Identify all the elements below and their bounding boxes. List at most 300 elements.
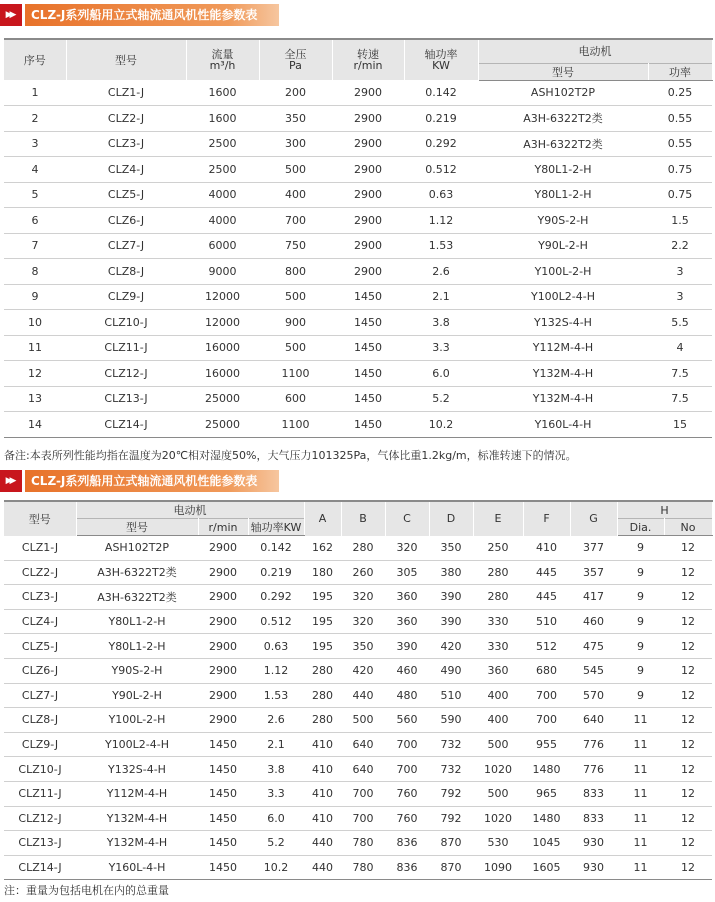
table-cell: 1090: [473, 855, 523, 880]
section2-banner: [0, 470, 279, 492]
table-cell: 13: [4, 386, 66, 412]
double-chevron-right-icon: ▶▶: [0, 4, 22, 26]
table-cell: 732: [429, 732, 473, 757]
table-cell: Y100L2-4-H: [76, 732, 198, 757]
header-motor: 电动机: [478, 39, 712, 63]
table-cell: 280: [473, 560, 523, 585]
table-cell: 2900: [198, 585, 248, 610]
table-row: [4, 609, 712, 634]
table-cell: 420: [341, 658, 385, 683]
table-cell: 780: [341, 831, 385, 856]
table-cell: CLZ13-J: [4, 831, 76, 856]
table-cell: 1450: [198, 757, 248, 782]
table-cell: 2: [4, 106, 66, 132]
table-cell: 2.6: [248, 708, 304, 733]
table-cell: 280: [341, 536, 385, 561]
table-cell: CLZ6-J: [66, 208, 186, 234]
table-cell: 500: [341, 708, 385, 733]
table-cell: 500: [259, 157, 332, 183]
table-cell: 776: [570, 732, 617, 757]
table-cell: 280: [473, 585, 523, 610]
table-row: [4, 634, 712, 659]
table-cell: CLZ1-J: [4, 536, 76, 561]
header-a: A: [304, 501, 341, 536]
table-cell: A3H-6322T2类: [478, 131, 648, 157]
table-cell: Y80L1-2-H: [478, 182, 648, 208]
table-cell: 9: [4, 284, 66, 310]
table-cell: Y80L1-2-H: [76, 634, 198, 659]
header-h: H: [617, 501, 712, 519]
table-cell: Y132M-4-H: [478, 386, 648, 412]
table-cell: 280: [304, 658, 341, 683]
header-model: 型号: [66, 39, 186, 80]
table-cell: 750: [259, 233, 332, 259]
table-row: [4, 182, 712, 208]
table-cell: 400: [473, 708, 523, 733]
header-e: E: [473, 501, 523, 536]
table-cell: 3: [648, 259, 712, 285]
table-cell: 330: [473, 609, 523, 634]
table-cell: 640: [570, 708, 617, 733]
table-cell: CLZ3-J: [4, 585, 76, 610]
table-cell: CLZ7-J: [4, 683, 76, 708]
table-cell: 2900: [198, 609, 248, 634]
table-cell: 4000: [186, 182, 259, 208]
table-row: [4, 806, 712, 831]
table-cell: 1: [4, 80, 66, 106]
table-cell: 195: [304, 609, 341, 634]
header-h-dia: Dia.: [617, 519, 664, 536]
table-cell: CLZ14-J: [4, 855, 76, 880]
table-cell: 280: [304, 708, 341, 733]
table-cell: 1600: [186, 80, 259, 106]
table-cell: 25000: [186, 386, 259, 412]
header-pressure: [259, 39, 332, 80]
table-cell: 1020: [473, 806, 523, 831]
header-motor-model: 型号: [76, 519, 198, 536]
table-cell: 1450: [332, 361, 404, 387]
header-motor-speed: r/min: [198, 519, 248, 536]
table-cell: 0.292: [404, 131, 478, 157]
table-cell: 410: [304, 806, 341, 831]
header-no: 序号: [4, 39, 66, 80]
header-pressure-unit: Pa: [289, 59, 302, 72]
table-cell: CLZ7-J: [66, 233, 186, 259]
table-row: [4, 208, 712, 234]
table-cell: 305: [385, 560, 429, 585]
table-cell: 200: [259, 80, 332, 106]
table-cell: 5: [4, 182, 66, 208]
table-cell: CLZ8-J: [4, 708, 76, 733]
table-row: [4, 732, 712, 757]
table-cell: 1450: [198, 831, 248, 856]
table-cell: 390: [429, 585, 473, 610]
table-cell: 1.12: [248, 658, 304, 683]
table-cell: 1450: [198, 781, 248, 806]
dimension-table: [4, 500, 713, 880]
table-cell: 1450: [332, 284, 404, 310]
table-cell: 930: [570, 855, 617, 880]
table-cell: 12000: [186, 310, 259, 336]
table-cell: 445: [523, 560, 570, 585]
table-row: [4, 80, 712, 106]
table-cell: Y160L-4-H: [76, 855, 198, 880]
table-cell: 700: [259, 208, 332, 234]
table-cell: 800: [259, 259, 332, 285]
table-row: [4, 310, 712, 336]
table-row: [4, 757, 712, 782]
table-cell: 380: [429, 560, 473, 585]
table-cell: 0.512: [404, 157, 478, 183]
table-cell: CLZ1-J: [66, 80, 186, 106]
table-cell: 2900: [198, 634, 248, 659]
table-cell: 320: [385, 536, 429, 561]
table-cell: CLZ9-J: [4, 732, 76, 757]
header-g: G: [570, 501, 617, 536]
table-cell: 12: [664, 634, 712, 659]
table-cell: 570: [570, 683, 617, 708]
table-cell: CLZ14-J: [66, 412, 186, 438]
header-h-no: No: [664, 519, 712, 536]
table-cell: 836: [385, 855, 429, 880]
table1-note: 备注:本表所列性能均指在温度为20℃相对湿度50%，大气压力101325Pa，气体比重1.2kg/m，标准转速下的情况。: [4, 449, 577, 462]
table-cell: 2500: [186, 131, 259, 157]
table-cell: 9: [617, 560, 664, 585]
table-cell: 11: [617, 781, 664, 806]
table-row: [4, 131, 712, 157]
table-cell: 5.2: [404, 386, 478, 412]
table-cell: Y100L-2-H: [478, 259, 648, 285]
table-cell: 12: [664, 708, 712, 733]
table-cell: 480: [385, 683, 429, 708]
table-cell: 11: [4, 335, 66, 361]
table-cell: CLZ11-J: [66, 335, 186, 361]
table-cell: 776: [570, 757, 617, 782]
table2-note: 注：重量为包括电机在内的总重量: [4, 884, 169, 897]
table-cell: 700: [341, 781, 385, 806]
section1-banner: [0, 4, 279, 26]
table-cell: 12: [4, 361, 66, 387]
table-cell: 410: [523, 536, 570, 561]
table-cell: 360: [385, 585, 429, 610]
header-f: F: [523, 501, 570, 536]
table-cell: 410: [304, 732, 341, 757]
header-flow-unit: m³/h: [209, 59, 236, 72]
table-cell: Y90S-2-H: [478, 208, 648, 234]
table-cell: 780: [341, 855, 385, 880]
table-cell: 400: [259, 182, 332, 208]
table-cell: 836: [385, 831, 429, 856]
table-cell: 417: [570, 585, 617, 610]
table-cell: 1450: [332, 335, 404, 361]
table-cell: 3.3: [404, 335, 478, 361]
table-cell: 5.5: [648, 310, 712, 336]
table-cell: 2500: [186, 157, 259, 183]
table-cell: A3H-6322T2类: [76, 560, 198, 585]
table-cell: Y132M-4-H: [76, 831, 198, 856]
table-cell: 25000: [186, 412, 259, 438]
table-cell: 1020: [473, 757, 523, 782]
table-cell: Y132M-4-H: [478, 361, 648, 387]
table-cell: 640: [341, 732, 385, 757]
table-cell: 1480: [523, 806, 570, 831]
header-motor-model: 型号: [478, 63, 648, 80]
table-cell: 1.53: [404, 233, 478, 259]
table-cell: 11: [617, 831, 664, 856]
table-cell: 0.75: [648, 157, 712, 183]
table-row: [4, 106, 712, 132]
table-cell: 2900: [332, 259, 404, 285]
table-cell: 12: [664, 806, 712, 831]
table-cell: 400: [473, 683, 523, 708]
table-cell: 2900: [332, 80, 404, 106]
table-cell: 440: [341, 683, 385, 708]
table-cell: 9: [617, 683, 664, 708]
table-cell: 4: [648, 335, 712, 361]
table-row: [4, 536, 712, 561]
table-cell: 870: [429, 831, 473, 856]
table-row: [4, 233, 712, 259]
table-cell: 965: [523, 781, 570, 806]
header-motor: 电动机: [76, 501, 304, 519]
table-cell: 162: [304, 536, 341, 561]
table-cell: 460: [570, 609, 617, 634]
header-motor-power: 轴功率KW: [248, 519, 304, 536]
table-cell: 2900: [198, 708, 248, 733]
table-cell: 640: [341, 757, 385, 782]
table-cell: 833: [570, 806, 617, 831]
table-cell: 5.2: [248, 831, 304, 856]
table-cell: 0.63: [248, 634, 304, 659]
table-cell: 700: [385, 757, 429, 782]
table-cell: 445: [523, 585, 570, 610]
table-cell: 2900: [332, 233, 404, 259]
table-cell: Y112M-4-H: [76, 781, 198, 806]
table-cell: 6: [4, 208, 66, 234]
table-cell: 10.2: [404, 412, 478, 438]
table-cell: 2900: [332, 182, 404, 208]
table-cell: 11: [617, 732, 664, 757]
table-row: [4, 157, 712, 183]
table-cell: Y90S-2-H: [76, 658, 198, 683]
table-cell: A3H-6322T2类: [76, 585, 198, 610]
table-cell: 330: [473, 634, 523, 659]
table-cell: 900: [259, 310, 332, 336]
table-cell: 1.53: [248, 683, 304, 708]
table-cell: 2.1: [248, 732, 304, 757]
table-cell: 460: [385, 658, 429, 683]
table-cell: 0.75: [648, 182, 712, 208]
table-row: [4, 259, 712, 285]
table-cell: 195: [304, 585, 341, 610]
table-cell: 3.8: [404, 310, 478, 336]
table-cell: 545: [570, 658, 617, 683]
table-cell: 15: [648, 412, 712, 438]
table-cell: CLZ3-J: [66, 131, 186, 157]
table-cell: 320: [341, 609, 385, 634]
table-cell: 2900: [332, 208, 404, 234]
table-cell: 500: [259, 284, 332, 310]
table-cell: A3H-6322T2类: [478, 106, 648, 132]
table-cell: Y80L1-2-H: [76, 609, 198, 634]
table-row: [4, 560, 712, 585]
table-cell: 475: [570, 634, 617, 659]
table-cell: 0.292: [248, 585, 304, 610]
table-cell: 560: [385, 708, 429, 733]
table-cell: 530: [473, 831, 523, 856]
table-cell: 512: [523, 634, 570, 659]
table-cell: 6.0: [248, 806, 304, 831]
table-cell: 2900: [198, 536, 248, 561]
table-cell: CLZ10-J: [66, 310, 186, 336]
table-cell: 410: [304, 781, 341, 806]
table-cell: CLZ13-J: [66, 386, 186, 412]
table-cell: 510: [523, 609, 570, 634]
table-cell: 1450: [198, 732, 248, 757]
table-cell: 280: [304, 683, 341, 708]
table-cell: 792: [429, 806, 473, 831]
table-cell: 440: [304, 831, 341, 856]
table-cell: 0.25: [648, 80, 712, 106]
header-shaft-power: [404, 39, 478, 80]
table-cell: 500: [473, 732, 523, 757]
table-cell: 390: [385, 634, 429, 659]
table-cell: 377: [570, 536, 617, 561]
table-row: [4, 855, 712, 880]
table-cell: Y132S-4-H: [76, 757, 198, 782]
table-cell: 0.55: [648, 131, 712, 157]
table-row: [4, 284, 712, 310]
table-cell: 700: [341, 806, 385, 831]
table-cell: 500: [259, 335, 332, 361]
table-cell: 833: [570, 781, 617, 806]
table-cell: 760: [385, 781, 429, 806]
table-cell: CLZ2-J: [66, 106, 186, 132]
table-cell: 2900: [332, 106, 404, 132]
header-pressure-label: 全压: [284, 48, 307, 61]
table-cell: 3: [648, 284, 712, 310]
table-cell: 14: [4, 412, 66, 438]
table-cell: 357: [570, 560, 617, 585]
table-cell: 10: [4, 310, 66, 336]
table-cell: 1.5: [648, 208, 712, 234]
table-cell: 440: [304, 855, 341, 880]
table-cell: 9000: [186, 259, 259, 285]
table-cell: 7.5: [648, 361, 712, 387]
table-cell: 600: [259, 386, 332, 412]
table-cell: 2900: [198, 683, 248, 708]
table-cell: 12: [664, 560, 712, 585]
table-cell: 1100: [259, 361, 332, 387]
table-cell: 390: [429, 609, 473, 634]
table-cell: 2900: [198, 560, 248, 585]
table-row: [4, 658, 712, 683]
header-speed-label: 转速: [357, 48, 379, 61]
header-c: C: [385, 501, 429, 536]
header-d: D: [429, 501, 473, 536]
table-cell: CLZ12-J: [66, 361, 186, 387]
table-cell: 12: [664, 732, 712, 757]
table-cell: 11: [617, 708, 664, 733]
table-cell: 2.2: [648, 233, 712, 259]
table-row: [4, 585, 712, 610]
table-cell: 700: [523, 683, 570, 708]
table-cell: Y90L-2-H: [478, 233, 648, 259]
table-cell: Y100L-2-H: [76, 708, 198, 733]
table-cell: 732: [429, 757, 473, 782]
table-cell: 792: [429, 781, 473, 806]
table-cell: 350: [429, 536, 473, 561]
table-cell: ASH102T2P: [478, 80, 648, 106]
table-cell: 12: [664, 757, 712, 782]
table-cell: 0.142: [404, 80, 478, 106]
table-row: [4, 386, 712, 412]
table-cell: 0.512: [248, 609, 304, 634]
section1-title: CLZ-J系列船用立式轴流通风机性能参数表: [25, 4, 279, 26]
table-cell: 0.55: [648, 106, 712, 132]
table-cell: CLZ11-J: [4, 781, 76, 806]
table-cell: 12: [664, 855, 712, 880]
table-cell: 1450: [332, 310, 404, 336]
table-cell: 1480: [523, 757, 570, 782]
table-cell: CLZ5-J: [4, 634, 76, 659]
table-cell: 500: [473, 781, 523, 806]
header-motor-power: 功率: [648, 63, 712, 80]
table-cell: 350: [341, 634, 385, 659]
table-cell: 9: [617, 658, 664, 683]
table-cell: CLZ6-J: [4, 658, 76, 683]
table-row: [4, 683, 712, 708]
table-cell: 0.142: [248, 536, 304, 561]
table-cell: 360: [385, 609, 429, 634]
table-cell: 12: [664, 683, 712, 708]
table-cell: Y90L-2-H: [76, 683, 198, 708]
performance-table: [4, 38, 713, 438]
table-cell: 2.6: [404, 259, 478, 285]
table-row: [4, 412, 712, 438]
table-cell: 1450: [198, 855, 248, 880]
table-cell: Y132S-4-H: [478, 310, 648, 336]
table-cell: 10.2: [248, 855, 304, 880]
table-cell: CLZ9-J: [66, 284, 186, 310]
table-cell: Y160L-4-H: [478, 412, 648, 438]
table-cell: 1100: [259, 412, 332, 438]
header-shaft-power-label: 轴功率: [424, 48, 458, 61]
table-cell: CLZ4-J: [4, 609, 76, 634]
header-speed-unit: r/min: [353, 59, 383, 72]
table-cell: Y100L2-4-H: [478, 284, 648, 310]
section2-title: CLZ-J系列船用立式轴流通风机性能参数表: [25, 470, 279, 492]
table-cell: 0.219: [404, 106, 478, 132]
table-cell: 12: [664, 831, 712, 856]
table-cell: Y112M-4-H: [478, 335, 648, 361]
table-cell: 590: [429, 708, 473, 733]
table-cell: 12: [664, 536, 712, 561]
table-cell: 0.63: [404, 182, 478, 208]
table-cell: 4: [4, 157, 66, 183]
table-cell: CLZ5-J: [66, 182, 186, 208]
table-cell: 16000: [186, 361, 259, 387]
header-flow-label: 流量: [211, 48, 234, 61]
table-cell: 16000: [186, 335, 259, 361]
table-cell: 12: [664, 781, 712, 806]
table-cell: 955: [523, 732, 570, 757]
table-cell: 870: [429, 855, 473, 880]
table-cell: 700: [523, 708, 570, 733]
table-cell: 2900: [332, 157, 404, 183]
table-cell: 7.5: [648, 386, 712, 412]
table-row: [4, 831, 712, 856]
